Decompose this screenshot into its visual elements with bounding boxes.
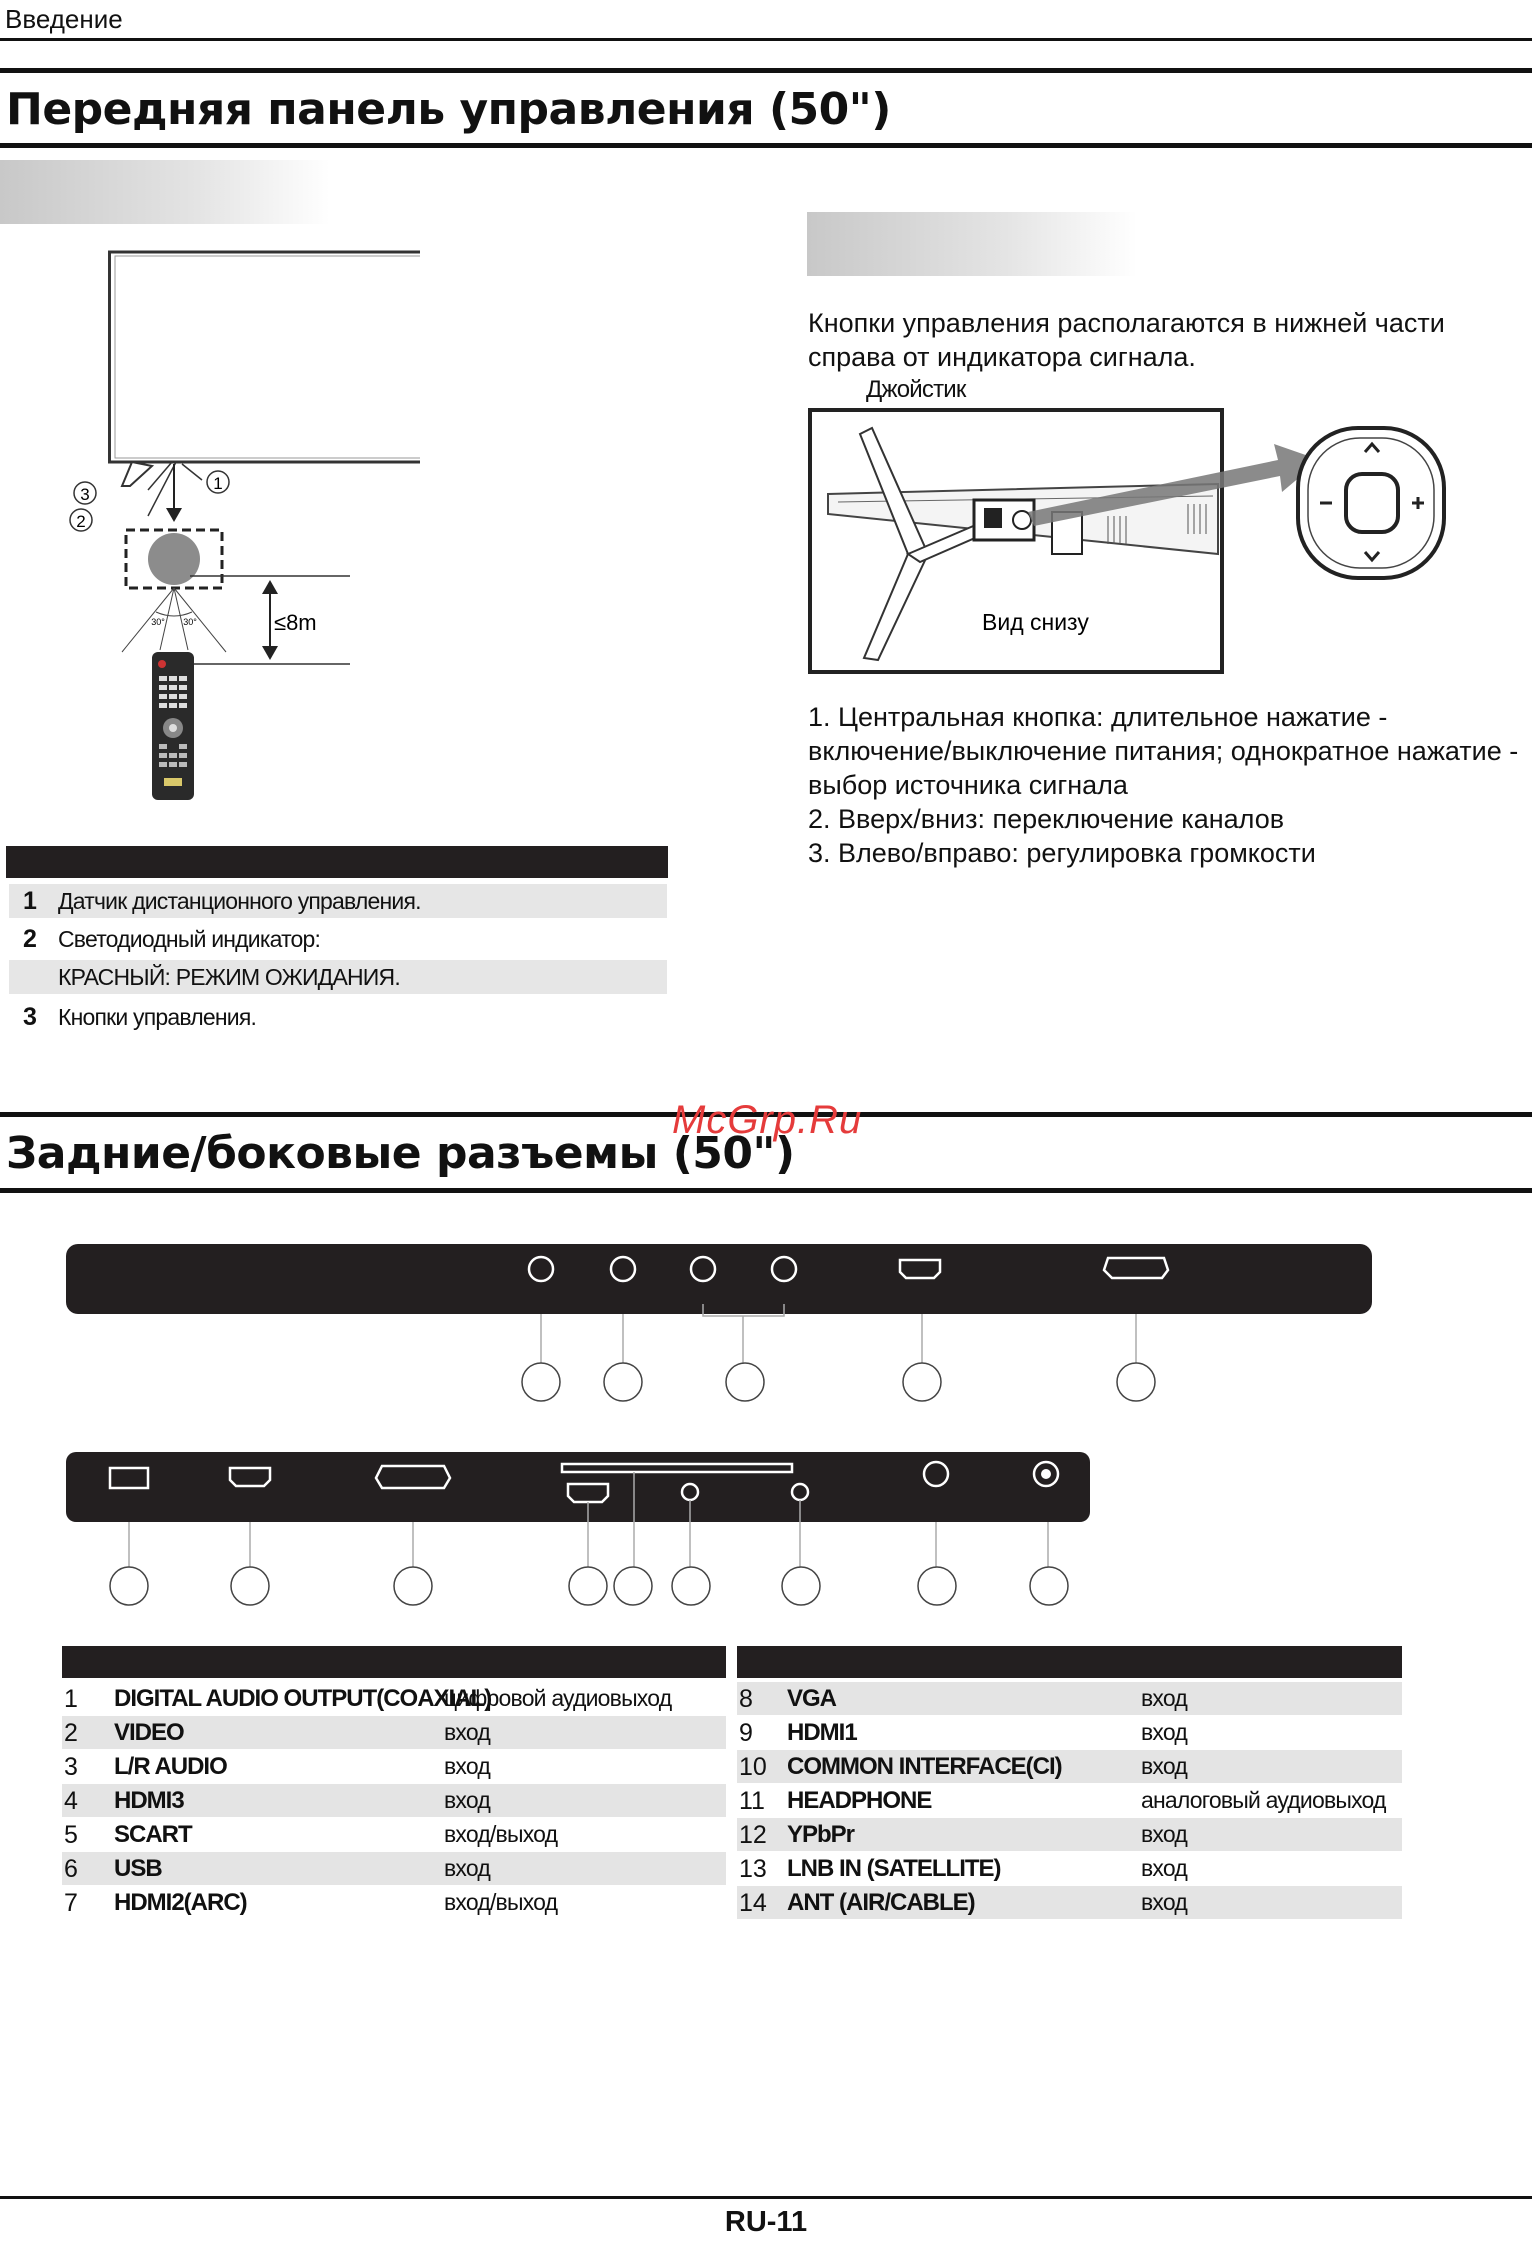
connector-name: LNB IN (SATELLITE) <box>787 1855 1001 1882</box>
front-panel-title: Передняя панель управления (50") <box>6 84 891 135</box>
rear-connector-panel <box>64 1450 1094 1618</box>
legend-num: 2 <box>23 925 37 953</box>
legend-text: Датчик дистанционного управления. <box>58 888 421 914</box>
legend-row <box>9 1000 667 1034</box>
row-num: 8 <box>739 1685 753 1713</box>
legend-row <box>9 922 667 956</box>
tv-screen <box>110 252 421 462</box>
connector-name: COMMON INTERFACE(CI) <box>787 1753 1062 1780</box>
connector-name: DIGITAL AUDIO OUTPUT(COAXIAL) <box>114 1685 492 1712</box>
controls-intro-line: Кнопки управления располагаются в нижней части <box>808 308 1445 338</box>
tv-foot-left <box>122 462 152 486</box>
table-row <box>62 1682 726 1715</box>
row-num: 10 <box>739 1753 767 1781</box>
page-number: RU-11 <box>724 2206 808 2238</box>
rear-panel-title: Задние/боковые разъемы (50") <box>6 1128 795 1179</box>
row-num: 12 <box>739 1821 767 1849</box>
footer-rule <box>0 2196 1532 2199</box>
connector-desc: вход <box>1141 1821 1187 1847</box>
connector-desc: вход <box>444 1787 490 1813</box>
row-num: 4 <box>64 1787 78 1815</box>
connector-name: HDMI1 <box>787 1719 857 1746</box>
controls-note-line: включение/выключение питания; однократное нажатие - <box>808 736 1519 766</box>
row-num: 9 <box>739 1719 753 1747</box>
sensor-circle <box>148 533 200 585</box>
joystick-label: Джойстик <box>866 376 966 403</box>
row-num: 11 <box>739 1787 765 1815</box>
connector-desc: цифровой аудиовыход <box>444 1685 672 1711</box>
row-num: 5 <box>64 1821 78 1849</box>
legend-num: 3 <box>23 1003 37 1031</box>
legend-header-bar <box>6 846 668 878</box>
controls-intro-line: справа от индикатора сигнала. <box>808 342 1196 372</box>
distance-label: ≤8m <box>274 610 317 635</box>
table-row <box>62 1750 726 1783</box>
joystick-icon <box>1298 428 1444 578</box>
row-num: 14 <box>739 1889 767 1917</box>
callout-1: 1 <box>213 474 223 493</box>
connector-desc: вход/выход <box>444 1889 558 1915</box>
bottom-view-illustration <box>808 404 1460 676</box>
controls-intro <box>808 306 1445 374</box>
legend-num: 1 <box>23 887 37 915</box>
table-row <box>62 1716 726 1749</box>
connector-desc: вход <box>1141 1855 1187 1881</box>
controls-notes <box>808 700 1518 870</box>
connector-desc: вход <box>1141 1889 1187 1915</box>
connector-desc: вход <box>444 1753 490 1779</box>
table-row <box>737 1750 1402 1783</box>
row-num: 13 <box>739 1855 767 1883</box>
legend-row <box>9 884 667 918</box>
connector-name: YPbPr <box>787 1821 855 1848</box>
row-num: 2 <box>64 1719 78 1747</box>
row-num: 3 <box>64 1753 78 1781</box>
row-num: 6 <box>64 1855 78 1883</box>
watermark: McGrp.Ru <box>672 1098 863 1142</box>
controls-note-line: 1. Центральная кнопка: длительное нажатие - <box>808 702 1388 732</box>
connector-desc: вход <box>444 1855 490 1881</box>
table-row <box>737 1784 1402 1817</box>
controls-note-line: выбор источника сигнала <box>808 770 1128 800</box>
connector-desc: аналоговый аудиовыход <box>1141 1787 1386 1813</box>
table-row <box>737 1682 1402 1715</box>
table-row <box>62 1818 726 1851</box>
tv-front-illustration <box>60 240 420 820</box>
connector-name: USB <box>114 1855 162 1882</box>
header-rule <box>0 38 1532 41</box>
connector-table-header-left <box>62 1646 726 1678</box>
connector-name: L/R AUDIO <box>114 1753 227 1780</box>
subheading-bar-right <box>807 212 1137 276</box>
angle-left: 30° <box>151 617 165 627</box>
section-rule-top <box>0 68 1532 73</box>
table-row <box>62 1852 726 1885</box>
connector-name: SCART <box>114 1821 192 1848</box>
legend-text: КРАСНЫЙ: РЕЖИМ ОЖИДАНИЯ. <box>58 964 400 990</box>
row-num: 1 <box>64 1685 78 1713</box>
connector-table-header-right <box>737 1646 1402 1678</box>
table-row <box>737 1716 1402 1749</box>
section-rule-bottom <box>0 143 1532 148</box>
controls-note-line: 3. Влево/вправо: регулировка громкости <box>808 838 1316 868</box>
legend-text: Кнопки управления. <box>58 1004 257 1030</box>
row-num: 7 <box>64 1889 78 1917</box>
connector-name: HDMI2(ARC) <box>114 1889 247 1916</box>
connector-name: VIDEO <box>114 1719 184 1746</box>
legend-row <box>9 960 667 994</box>
table-row <box>62 1886 726 1919</box>
connector-name: VGA <box>787 1685 837 1712</box>
connector-desc: вход <box>1141 1685 1187 1711</box>
controls-note-line: 2. Вверх/вниз: переключение каналов <box>808 804 1285 834</box>
side-connector-panel <box>64 1242 1374 1410</box>
connector-name: HEADPHONE <box>787 1787 932 1814</box>
angle-right: 30° <box>183 617 197 627</box>
section-rule-bottom <box>0 1188 1532 1193</box>
connector-desc: вход <box>444 1719 490 1745</box>
table-row <box>737 1886 1402 1919</box>
running-header: Введение <box>5 4 123 34</box>
remote-control-icon <box>152 652 194 800</box>
table-row <box>62 1784 726 1817</box>
connector-desc: вход <box>1141 1753 1187 1779</box>
legend-text: Светодиодный индикатор: <box>58 926 321 952</box>
bottom-view-label: Вид снизу <box>982 609 1089 635</box>
connector-desc: вход/выход <box>444 1821 558 1847</box>
callout-3: 3 <box>80 485 90 504</box>
table-row <box>737 1818 1402 1851</box>
table-row <box>737 1852 1402 1885</box>
connector-name: HDMI3 <box>114 1787 184 1814</box>
connector-name: ANT (AIR/CABLE) <box>787 1889 975 1916</box>
subheading-bar-left <box>0 160 330 224</box>
connector-desc: вход <box>1141 1719 1187 1745</box>
callout-2: 2 <box>76 512 86 531</box>
